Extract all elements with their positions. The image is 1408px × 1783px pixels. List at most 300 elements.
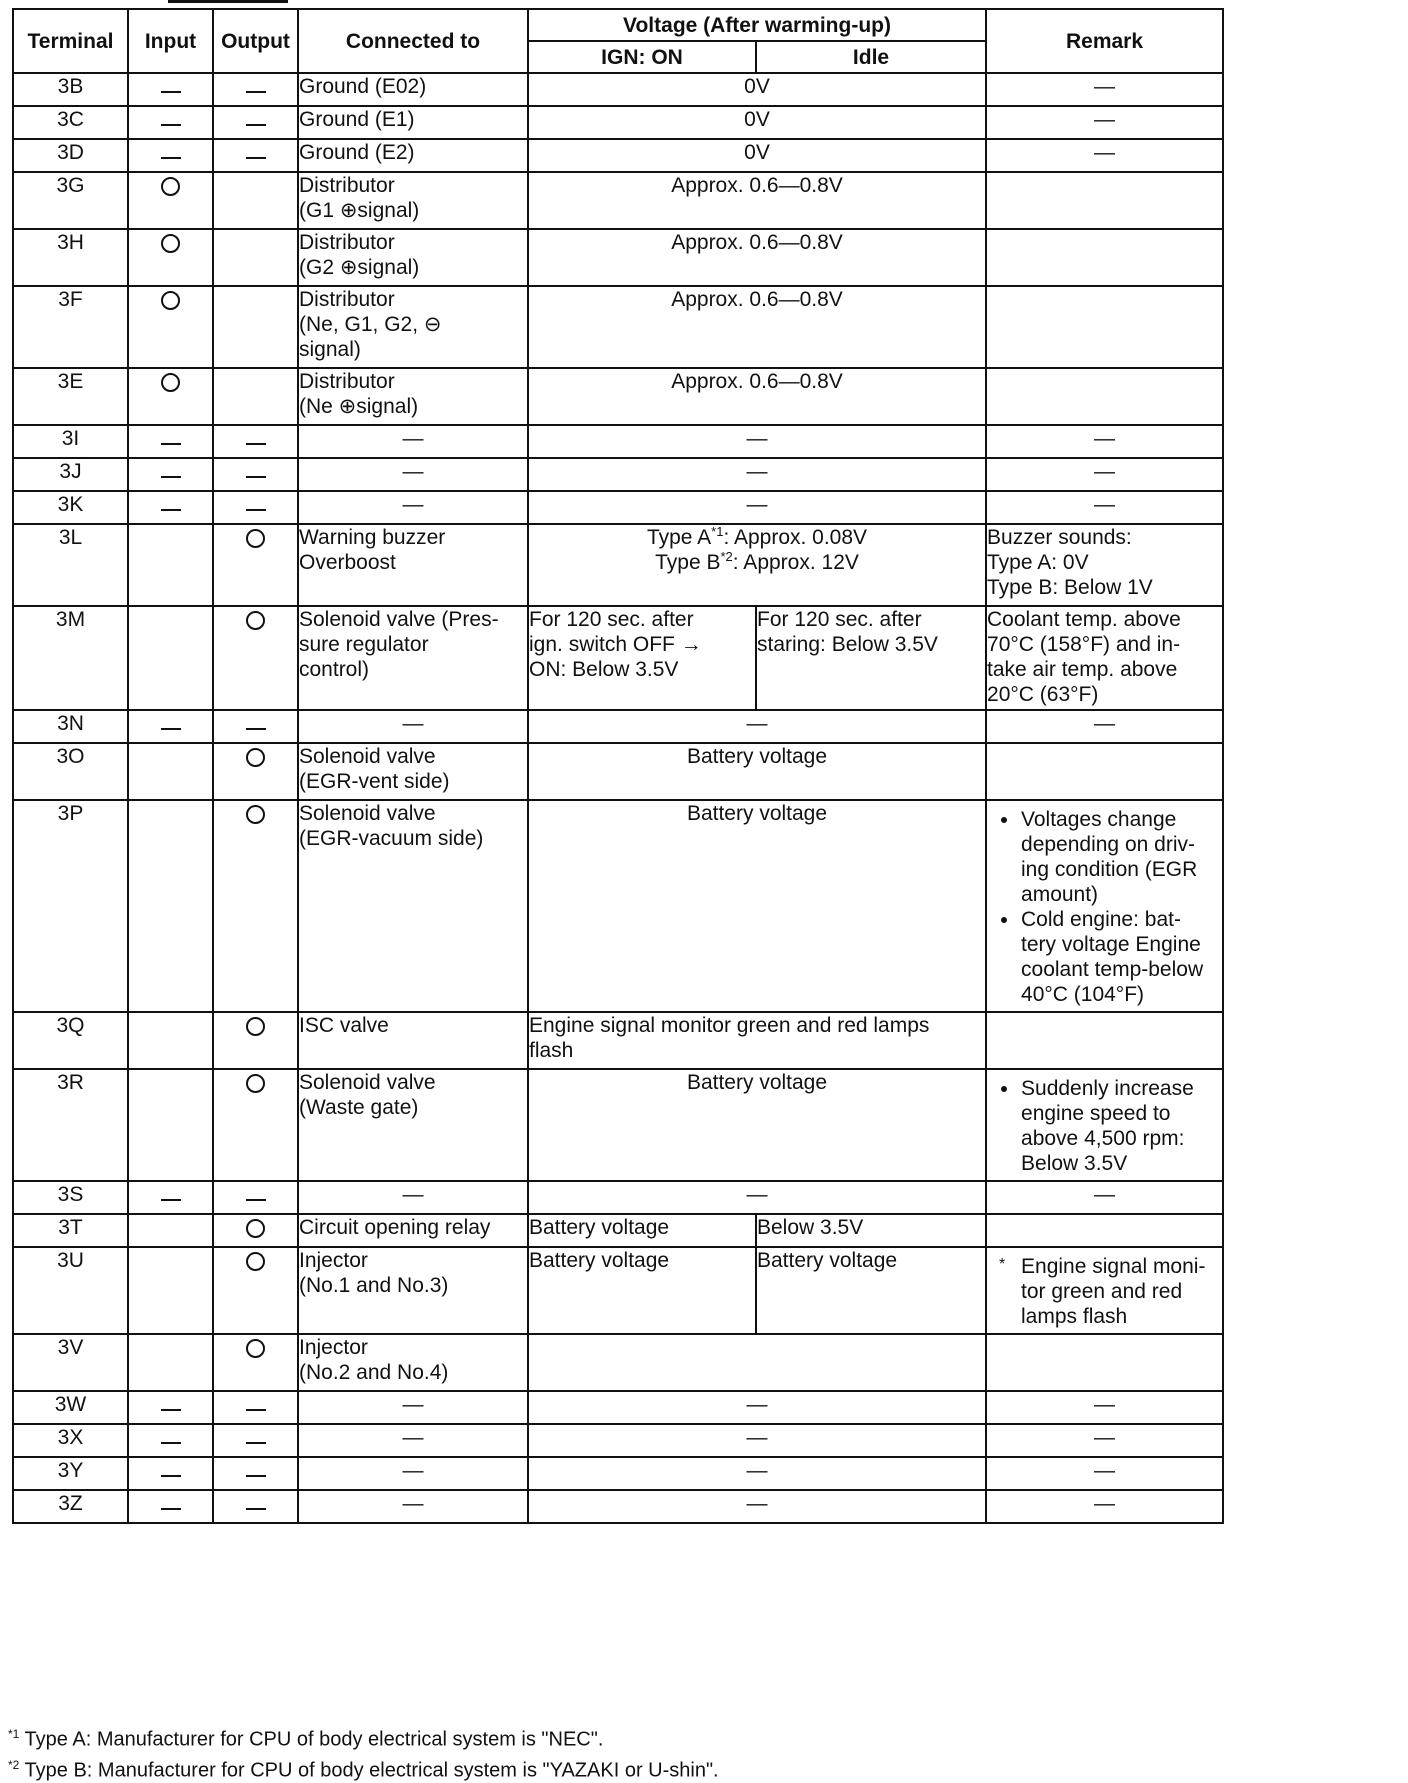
- connected-to-text: Solenoid valve (Waste gate): [299, 1071, 436, 1119]
- idle-voltage: Battery voltage: [757, 1249, 898, 1272]
- cell-terminal: [13, 1391, 128, 1424]
- cell-connected-to: [298, 1069, 528, 1181]
- header-output: Output: [213, 9, 298, 73]
- connected-to-text: —: [402, 712, 424, 735]
- terminal-id: 3O: [56, 745, 85, 768]
- dash-icon: [161, 476, 181, 478]
- cell-remark: [986, 1214, 1223, 1247]
- cell-terminal: [13, 1012, 128, 1069]
- voltage-text: Approx. 0.6—0.8V: [671, 174, 843, 197]
- cell-connected-to: [298, 286, 528, 368]
- cell-input: [128, 1457, 213, 1490]
- cell-input: [128, 73, 213, 106]
- table-row: [13, 286, 1223, 368]
- cell-idle: [756, 1214, 986, 1247]
- circle-mark-icon: [246, 748, 265, 767]
- cell-remark: [986, 1247, 1223, 1334]
- footnote-2: [8, 1753, 719, 1783]
- cell-voltage: [528, 1424, 986, 1457]
- cell-terminal: [13, 139, 128, 172]
- table-row: [13, 106, 1223, 139]
- dash-icon: [161, 91, 181, 93]
- voltage-text: Battery voltage: [686, 745, 828, 768]
- cell-connected-to: [298, 1214, 528, 1247]
- cell-voltage: [528, 425, 986, 458]
- cell-remark: [986, 229, 1223, 286]
- terminal-id: 3C: [57, 108, 84, 131]
- cell-voltage: [528, 491, 986, 524]
- dash-icon: [246, 1475, 266, 1477]
- cell-voltage: [528, 229, 986, 286]
- cell-input: [128, 710, 213, 743]
- dash-icon: [246, 124, 266, 126]
- ign-on-voltage: For 120 sec. after ign. switch OFF → ON: Below 3.5V: [529, 608, 702, 681]
- cell-voltage: [528, 1012, 986, 1069]
- dash-icon: [161, 1199, 181, 1201]
- connected-to-text: —: [402, 1393, 424, 1416]
- cell-connected-to: [298, 606, 528, 710]
- footnote-ref: *2: [720, 549, 733, 564]
- cell-connected-to: [298, 229, 528, 286]
- remark-text: —: [1094, 141, 1116, 164]
- cell-connected-to: [298, 1490, 528, 1523]
- cell-remark: [986, 1424, 1223, 1457]
- voltage-text: —: [746, 712, 768, 735]
- remark-text: —: [1094, 1393, 1116, 1416]
- connected-to-text: Ground (E02): [299, 75, 427, 98]
- idle-voltage: Below 3.5V: [757, 1216, 864, 1239]
- cell-remark: [986, 743, 1223, 800]
- cell-terminal: [13, 524, 128, 606]
- dash-icon: [246, 1409, 266, 1411]
- remark-bullet-list: [987, 1070, 1222, 1180]
- cell-input: [128, 229, 213, 286]
- cell-output: [213, 73, 298, 106]
- remark-text: —: [1094, 1183, 1116, 1206]
- remark-bullet-list: [987, 801, 1222, 1011]
- cell-remark: [986, 524, 1223, 606]
- cell-input: [128, 425, 213, 458]
- cell-remark: [986, 1012, 1223, 1069]
- cell-terminal: [13, 73, 128, 106]
- connected-to-text: —: [402, 493, 424, 516]
- voltage-text: 0V: [744, 108, 770, 131]
- table-row: [13, 524, 1223, 606]
- connected-to-text: Distributor (G2 ⊕signal): [299, 231, 420, 279]
- remark-text: —: [1094, 427, 1116, 450]
- circle-mark-icon: [246, 805, 265, 824]
- cell-terminal: [13, 286, 128, 368]
- terminal-id: 3D: [57, 141, 84, 164]
- cell-terminal: [13, 1181, 128, 1214]
- connected-to-text: Solenoid valve (EGR-vacuum side): [299, 802, 484, 850]
- cell-connected-to: [298, 139, 528, 172]
- connected-to-text: —: [402, 1492, 424, 1515]
- cell-voltage: [528, 106, 986, 139]
- voltage-text: —: [746, 1492, 768, 1515]
- cell-remark: [986, 1457, 1223, 1490]
- cell-terminal: [13, 106, 128, 139]
- voltage-line: [529, 550, 985, 575]
- voltage-value: : Approx. 0.08V: [723, 526, 868, 549]
- terminal-id: 3J: [59, 460, 82, 483]
- cell-remark: [986, 139, 1223, 172]
- terminal-id: 3H: [57, 231, 84, 254]
- cell-output: [213, 229, 298, 286]
- cell-remark: [986, 606, 1223, 710]
- dash-icon: [161, 509, 181, 511]
- dash-icon: [246, 1508, 266, 1510]
- terminal-id: 3Y: [57, 1459, 84, 1482]
- cell-connected-to: [298, 73, 528, 106]
- cell-voltage: [528, 368, 986, 425]
- circle-mark-icon: [246, 1219, 265, 1238]
- cell-terminal: [13, 1069, 128, 1181]
- dash-icon: [161, 1508, 181, 1510]
- cell-output: [213, 800, 298, 1012]
- remark-text: —: [1094, 108, 1116, 131]
- connected-to-text: Circuit opening relay: [299, 1216, 491, 1239]
- cell-voltage: [528, 1391, 986, 1424]
- footnote-1: [8, 1722, 719, 1753]
- remark-text: —: [1094, 1492, 1116, 1515]
- terminal-id: 3M: [55, 608, 86, 631]
- cell-terminal: [13, 1247, 128, 1334]
- cell-output: [213, 139, 298, 172]
- terminal-id: 3K: [57, 493, 84, 516]
- voltage-text: 0V: [744, 141, 770, 164]
- cell-remark: [986, 1334, 1223, 1391]
- cell-output: [213, 1247, 298, 1334]
- footnote-text: Type B: Manufacturer for CPU of body electrical system is "YAZAKI or U-shin".: [24, 1759, 719, 1782]
- voltage-text: Approx. 0.6—0.8V: [671, 288, 843, 311]
- connected-to-text: —: [402, 1459, 424, 1482]
- cell-connected-to: [298, 106, 528, 139]
- cell-input: [128, 1334, 213, 1391]
- cell-output: [213, 1181, 298, 1214]
- cell-output: [213, 1334, 298, 1391]
- cell-output: [213, 172, 298, 229]
- table-row: [13, 1069, 1223, 1181]
- circle-mark-icon: [246, 1339, 265, 1358]
- cell-voltage: [528, 1457, 986, 1490]
- remark-text: —: [1094, 493, 1116, 516]
- footnote-mark: *1: [8, 1727, 20, 1741]
- cell-connected-to: [298, 368, 528, 425]
- voltage-value: : Approx. 12V: [732, 551, 859, 574]
- cell-ign-on: [528, 1247, 756, 1334]
- cell-remark: [986, 458, 1223, 491]
- connected-to-text: Ground (E1): [299, 108, 415, 131]
- table-row: [13, 1490, 1223, 1523]
- cell-terminal: [13, 1457, 128, 1490]
- cell-connected-to: [298, 1012, 528, 1069]
- cell-remark: [986, 710, 1223, 743]
- connected-to-text: —: [402, 427, 424, 450]
- cell-connected-to: [298, 800, 528, 1012]
- cell-output: [213, 458, 298, 491]
- terminal-id: 3P: [57, 802, 84, 825]
- ign-on-voltage: Battery voltage: [529, 1216, 670, 1239]
- cell-idle: [756, 606, 986, 710]
- cell-input: [128, 139, 213, 172]
- cell-output: [213, 606, 298, 710]
- cell-voltage: [528, 139, 986, 172]
- table-row: [13, 1334, 1223, 1391]
- cell-terminal: [13, 1334, 128, 1391]
- terminal-id: 3Q: [56, 1014, 85, 1037]
- cell-terminal: [13, 710, 128, 743]
- footnotes: [8, 1722, 719, 1783]
- dash-icon: [161, 157, 181, 159]
- cell-terminal: [13, 800, 128, 1012]
- footnote-mark: *2: [8, 1757, 20, 1772]
- connected-to-text: Solenoid valve (EGR-vent side): [299, 745, 450, 793]
- cell-terminal: [13, 1490, 128, 1523]
- terminal-id: 3V: [57, 1336, 84, 1359]
- header-ign-on: IGN: ON: [528, 41, 756, 73]
- voltage-type-label: Type A: [646, 526, 712, 549]
- cell-connected-to: [298, 1247, 528, 1334]
- circle-mark-icon: [246, 529, 265, 548]
- cell-input: [128, 1391, 213, 1424]
- dash-icon: [246, 728, 266, 730]
- cell-terminal: [13, 491, 128, 524]
- cell-input: [128, 368, 213, 425]
- cell-remark: [986, 1181, 1223, 1214]
- terminal-id: 3U: [57, 1249, 84, 1272]
- table-row: [13, 1247, 1223, 1334]
- terminal-id: 3X: [57, 1426, 84, 1449]
- cell-connected-to: [298, 172, 528, 229]
- connected-to-text: Warning buzzer Overboost: [299, 526, 446, 574]
- terminal-id: 3E: [57, 370, 84, 393]
- cell-voltage: [528, 1181, 986, 1214]
- cell-output: [213, 1424, 298, 1457]
- terminal-voltage-table: [12, 8, 1224, 1524]
- connected-to-text: Injector (No.2 and No.4): [299, 1336, 449, 1384]
- terminal-id: 3B: [57, 75, 84, 98]
- cell-input: [128, 1424, 213, 1457]
- dash-icon: [161, 1475, 181, 1477]
- ign-on-voltage: Battery voltage: [529, 1249, 670, 1272]
- cell-output: [213, 710, 298, 743]
- cell-input: [128, 106, 213, 139]
- voltage-text: —: [746, 1183, 768, 1206]
- remark-text: Coolant temp. above 70°C (158°F) and in- take air temp. above 20°C (63°F): [987, 608, 1181, 706]
- header-voltage-group: Voltage (After warming-up): [528, 9, 986, 41]
- cell-voltage: [528, 1490, 986, 1523]
- voltage-line: [529, 525, 985, 550]
- dash-icon: [246, 157, 266, 159]
- cell-output: [213, 524, 298, 606]
- remark-text: —: [1094, 460, 1116, 483]
- connected-to-text: —: [402, 1183, 424, 1206]
- circle-mark-icon: [161, 373, 180, 392]
- cell-voltage: [528, 710, 986, 743]
- dash-icon: [246, 1442, 266, 1444]
- terminal-id: 3Z: [58, 1492, 83, 1515]
- cell-terminal: [13, 172, 128, 229]
- dash-icon: [161, 1409, 181, 1411]
- terminal-id: 3L: [58, 526, 83, 549]
- table-row: [13, 800, 1223, 1012]
- cell-voltage: [528, 172, 986, 229]
- cell-terminal: [13, 606, 128, 710]
- table-row: [13, 1214, 1223, 1247]
- cell-connected-to: [298, 710, 528, 743]
- cell-remark: [986, 491, 1223, 524]
- footnote-text: Type A: Manufacturer for CPU of body electrical system is "NEC".: [24, 1728, 604, 1751]
- dash-icon: [246, 443, 266, 445]
- voltage-text: —: [746, 427, 768, 450]
- cell-output: [213, 425, 298, 458]
- cell-input: [128, 524, 213, 606]
- cell-output: [213, 1490, 298, 1523]
- cell-input: [128, 1214, 213, 1247]
- cell-ign-on: [528, 606, 756, 710]
- cell-input: [128, 743, 213, 800]
- cell-connected-to: [298, 1181, 528, 1214]
- cell-terminal: [13, 425, 128, 458]
- dash-icon: [246, 476, 266, 478]
- cell-connected-to: [298, 524, 528, 606]
- table-row: [13, 458, 1223, 491]
- cell-voltage: [528, 458, 986, 491]
- cell-connected-to: [298, 1391, 528, 1424]
- table-row: [13, 491, 1223, 524]
- voltage-text: Battery voltage: [686, 1071, 828, 1094]
- cell-connected-to: [298, 491, 528, 524]
- voltage-text: —: [746, 1459, 768, 1482]
- voltage-text: —: [746, 1426, 768, 1449]
- cell-input: [128, 491, 213, 524]
- voltage-text: Approx. 0.6—0.8V: [671, 370, 843, 393]
- remark-text: —: [1094, 712, 1116, 735]
- cell-remark: [986, 368, 1223, 425]
- table-row: [13, 368, 1223, 425]
- cell-connected-to: [298, 1457, 528, 1490]
- voltage-text: Battery voltage: [686, 802, 828, 825]
- circle-mark-icon: [161, 291, 180, 310]
- table-row: [13, 1424, 1223, 1457]
- remark-text: Buzzer sounds: Type A: 0V Type B: Below 1V: [987, 526, 1153, 599]
- dash-icon: [246, 509, 266, 511]
- cell-voltage: [528, 73, 986, 106]
- cell-remark: [986, 425, 1223, 458]
- table-row: [13, 1391, 1223, 1424]
- idle-voltage: For 120 sec. after staring: Below 3.5V: [757, 608, 938, 656]
- cell-output: [213, 368, 298, 425]
- circle-mark-icon: [246, 1074, 265, 1093]
- cell-remark: [986, 1391, 1223, 1424]
- table-row: [13, 172, 1223, 229]
- cell-voltage: [528, 1334, 986, 1391]
- connected-to-text: Distributor (G1 ⊕signal): [299, 174, 420, 222]
- cell-remark: [986, 73, 1223, 106]
- voltage-text: Approx. 0.6—0.8V: [671, 231, 843, 254]
- cell-connected-to: [298, 1334, 528, 1391]
- connected-to-text: —: [402, 460, 424, 483]
- dash-icon: [246, 91, 266, 93]
- cell-terminal: [13, 229, 128, 286]
- connected-to-text: —: [402, 1426, 424, 1449]
- remark-text: —: [1094, 1426, 1116, 1449]
- cell-voltage: [528, 524, 986, 606]
- cell-remark: [986, 1490, 1223, 1523]
- terminal-id: 3F: [58, 288, 83, 311]
- cell-input: [128, 286, 213, 368]
- terminal-id: 3N: [57, 712, 84, 735]
- cell-output: [213, 1457, 298, 1490]
- table-row: [13, 1181, 1223, 1214]
- cell-idle: [756, 1247, 986, 1334]
- page-top-rule: [168, 0, 288, 3]
- table-row: [13, 425, 1223, 458]
- dash-icon: [161, 1442, 181, 1444]
- cell-input: [128, 458, 213, 491]
- table-row: [13, 229, 1223, 286]
- connected-to-text: Injector (No.1 and No.3): [299, 1249, 449, 1297]
- cell-connected-to: [298, 458, 528, 491]
- cell-input: [128, 1012, 213, 1069]
- cell-voltage: [528, 743, 986, 800]
- cell-terminal: [13, 1424, 128, 1457]
- cell-voltage: [528, 800, 986, 1012]
- terminal-id: 3T: [58, 1216, 83, 1239]
- remark-text: —: [1094, 1459, 1116, 1482]
- cell-voltage: [528, 286, 986, 368]
- table-row: [13, 710, 1223, 743]
- dash-icon: [161, 728, 181, 730]
- circle-mark-icon: [161, 177, 180, 196]
- cell-connected-to: [298, 1424, 528, 1457]
- cell-terminal: [13, 368, 128, 425]
- table-row: [13, 1457, 1223, 1490]
- dash-icon: [161, 443, 181, 445]
- terminal-id: 3I: [61, 427, 80, 450]
- remark-bullet: Voltages change depending on driv-ing condition (EGR amount): [1021, 807, 1214, 907]
- table-row: [13, 606, 1223, 710]
- cell-input: [128, 172, 213, 229]
- cell-input: [128, 800, 213, 1012]
- cell-connected-to: [298, 425, 528, 458]
- dash-icon: [246, 1199, 266, 1201]
- cell-remark: [986, 800, 1223, 1012]
- voltage-text: Engine signal monitor green and red lamps flash: [529, 1014, 930, 1062]
- voltage-text: —: [746, 460, 768, 483]
- connected-to-text: Ground (E2): [299, 141, 415, 164]
- dash-icon: [161, 124, 181, 126]
- header-input: Input: [128, 9, 213, 73]
- terminal-id: 3S: [57, 1183, 84, 1206]
- cell-terminal: [13, 743, 128, 800]
- cell-input: [128, 1069, 213, 1181]
- header-remark: Remark: [986, 9, 1223, 73]
- cell-terminal: [13, 1214, 128, 1247]
- connected-to-text: ISC valve: [299, 1014, 389, 1037]
- cell-remark: [986, 172, 1223, 229]
- cell-input: [128, 1247, 213, 1334]
- table-row: [13, 1012, 1223, 1069]
- voltage-text: —: [746, 493, 768, 516]
- voltage-type-label: Type B: [655, 551, 721, 574]
- cell-output: [213, 1391, 298, 1424]
- cell-output: [213, 491, 298, 524]
- header-connected-to: Connected to: [298, 9, 528, 73]
- remark-text: —: [1094, 75, 1116, 98]
- cell-ign-on: [528, 1214, 756, 1247]
